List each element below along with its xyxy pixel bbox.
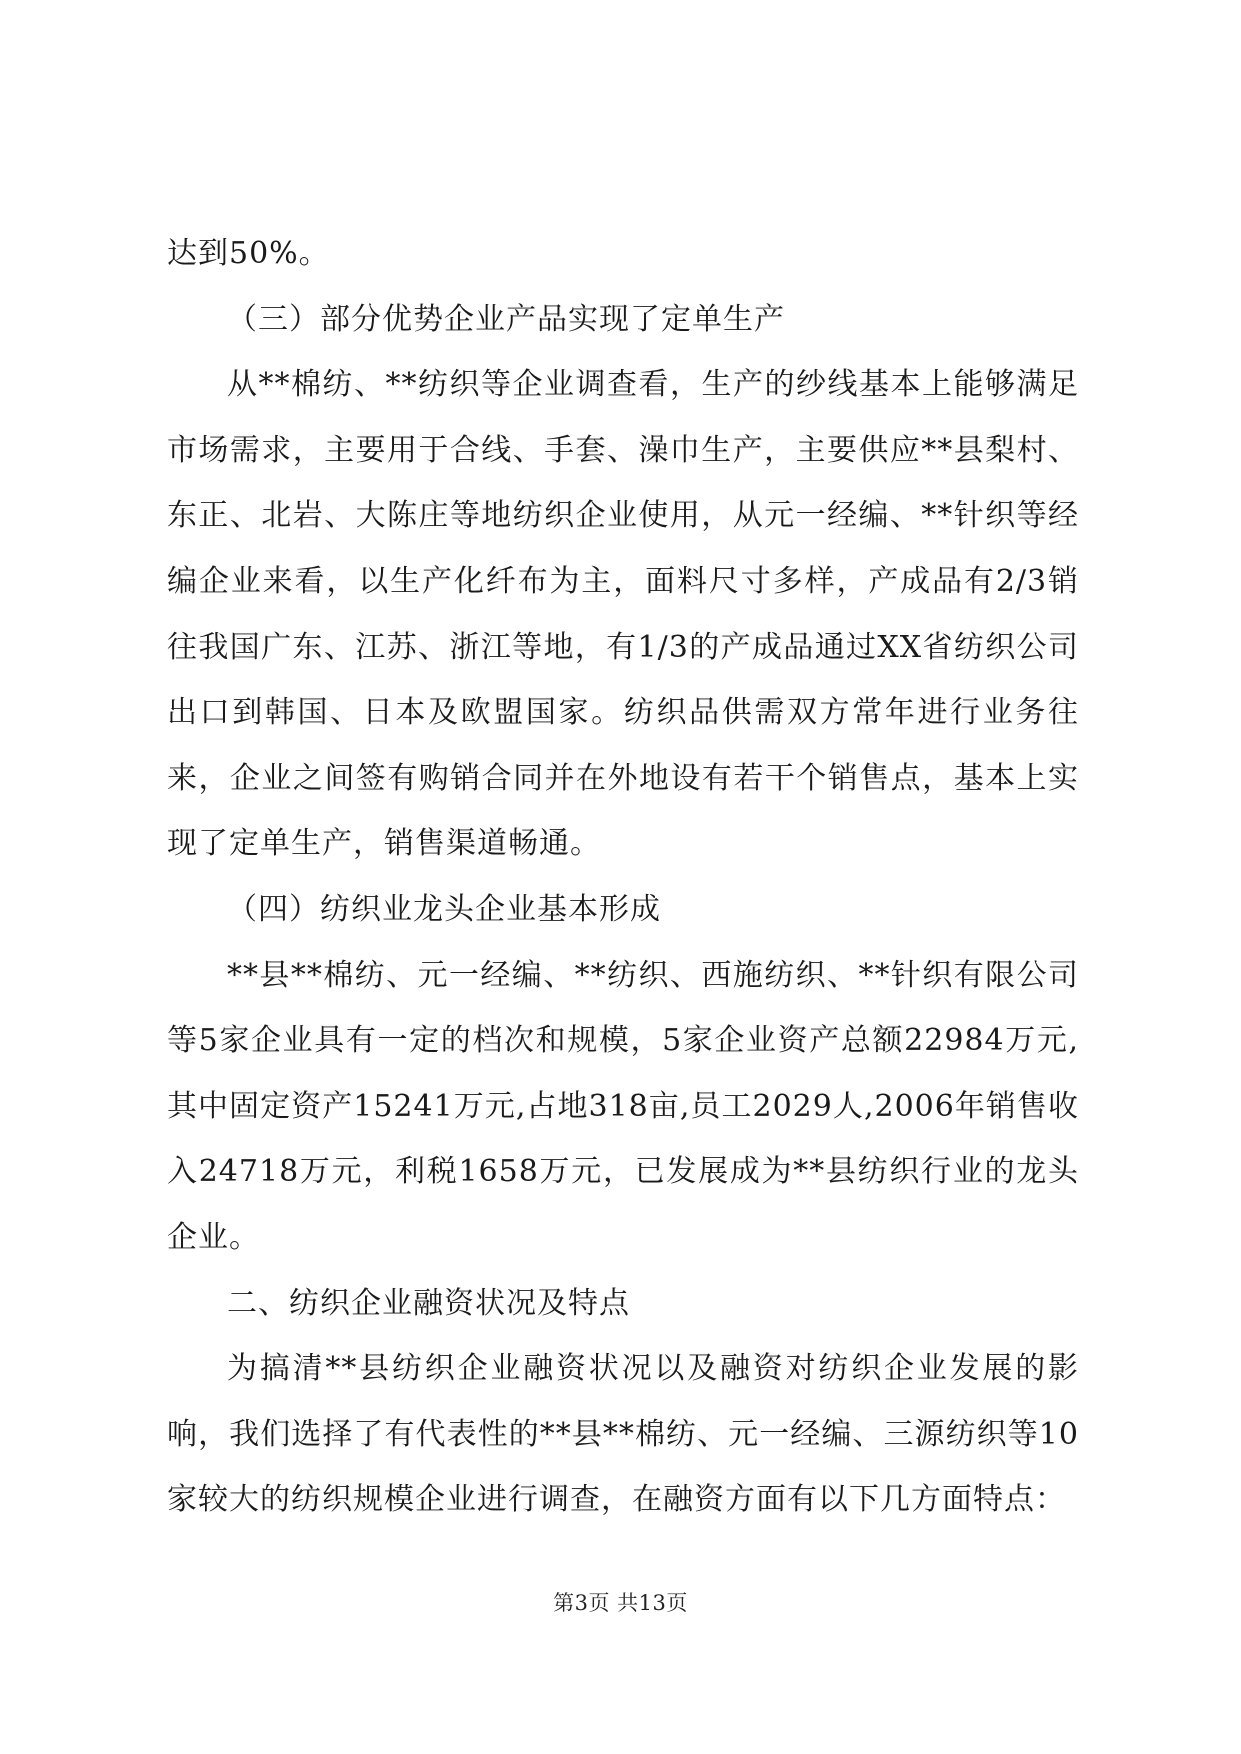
section-heading-four: （四）纺织业龙头企业基本形成 (227, 891, 661, 927)
paragraph-financing-survey: 为搞清**县纺织企业融资状况以及融资对纺织企业发展的影响，我们选择了有代表性的**县**棉纺、元一经编、三源纺织等10家较大的纺织规模企业进行调查，在融资方面有以下几方面特点： (167, 1351, 1079, 1518)
document-body (167, 221, 1079, 1533)
section-heading-three: （三）部分优势企业产品实现了定单生产 (227, 301, 785, 337)
paragraph-leading-enterprises: **县**棉纺、元一经编、**纺织、西施纺织、**针织有限公司等5家企业具有一定的档次和规模，5家企业资产总额22984万元,其中固定资产15241万元,占地318亩,员工2029人,2006年销售收入24718万元，利税1658万元，已发展成为**县纺织行业的龙头企业。 (167, 957, 1079, 1255)
section-heading-two: 二、纺织企业融资状况及特点 (227, 1285, 630, 1321)
page-footer: 第3页 共13页 (553, 1591, 688, 1615)
paragraph-continuation: 达到50%。 (167, 236, 330, 271)
paragraph-order-production: 从**棉纺、**纺织等企业调查看，生产的纱线基本上能够满足市场需求，主要用于合线、手套、澡巾生产，主要供应**县梨村、东正、北岩、大陈庄等地纺织企业使用，从元一经编、**针织等经编企业来看，以生产化纤布为主，面料尺寸多样，产成品有2/3销往我国广东、江苏、浙江等地，有1/3的产成品通过XX省纺织公司出口到韩国、日本及欧盟国家。纺织品供需双方常年进行业务往来，企业之间签有购销合同并在外地设有若干个销售点，基本上实现了定单生产，销售渠道畅通。 (167, 367, 1079, 862)
